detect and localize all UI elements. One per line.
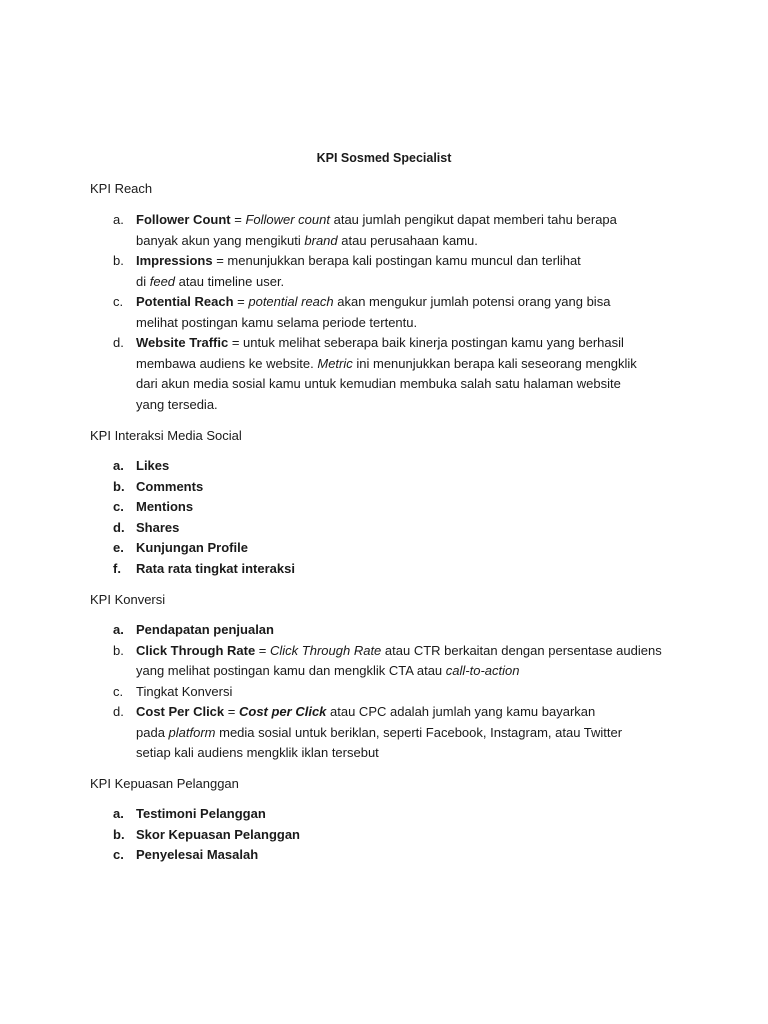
text-line: [136, 723, 690, 744]
text-run: =: [230, 212, 246, 227]
section-heading: KPI Reach: [90, 181, 153, 196]
text-run: =: [224, 704, 239, 719]
text-run: yang tersedia.: [136, 396, 218, 412]
list-marker: c.: [113, 683, 124, 699]
text-run: melihat postingan kamu selama periode tertentu.: [136, 314, 418, 330]
text-run: Rata rata tingkat interaksi: [136, 560, 295, 576]
text-line: [136, 538, 690, 559]
text-run: =: [255, 642, 271, 658]
list-marker: d.: [113, 519, 125, 535]
text-run: = menunjukkan berapa kali postingan kamu muncul dan terlihat: [212, 253, 581, 268]
list-item: [90, 538, 690, 559]
list-item: [90, 333, 690, 415]
text-line: [136, 661, 690, 682]
list-marker: b.: [113, 642, 124, 658]
text-run: akan mengukur jumlah potensi orang yang bisa: [333, 294, 611, 309]
text-run: potential reach: [248, 294, 334, 309]
list-item: [90, 251, 690, 292]
text-run: atau CTR berkaitan dengan persentase audiens: [381, 642, 662, 658]
text-run: atau jumlah pengikut dapat memberi tahu berapa: [329, 212, 617, 227]
text-line: [136, 210, 690, 231]
text-run: Penyelesai Masalah: [136, 847, 259, 862]
text-line: [136, 559, 690, 580]
text-run: Metric: [317, 355, 353, 371]
text-line: [136, 456, 690, 477]
text-line: [136, 702, 690, 723]
text-line: [136, 682, 690, 703]
text-run: Potential Reach: [136, 294, 234, 309]
section-kpi-kepuasan: [90, 774, 690, 866]
text-line: [136, 354, 690, 375]
text-run: brand: [304, 232, 338, 248]
text-run: ini menunjukkan berapa kali seseorang mengklik: [352, 355, 637, 371]
text-line: [136, 620, 690, 641]
text-line: [136, 497, 690, 518]
text-run: Tingkat Konversi: [136, 683, 233, 699]
text-run: = untuk melihat seberapa baik kinerja postingan kamu yang berhasil: [228, 335, 624, 350]
list-marker: c.: [113, 294, 124, 309]
item-list: [90, 210, 690, 415]
list-item: [90, 456, 690, 477]
text-run: Website Traffic: [136, 335, 229, 350]
list-item: [90, 210, 690, 251]
text-run: platform: [168, 724, 216, 740]
section-heading: KPI Konversi: [90, 592, 166, 607]
text-run: feed: [149, 273, 176, 289]
text-run: Impressions: [136, 253, 213, 268]
list-item: [90, 682, 690, 703]
text-line: [136, 313, 690, 334]
item-list: [90, 620, 690, 764]
text-line: [136, 374, 690, 395]
item-list: [90, 456, 690, 579]
text-line: [136, 845, 690, 866]
section-kpi-reach: [90, 179, 690, 415]
text-run: Cost Per Click: [136, 704, 225, 719]
list-marker: a.: [113, 458, 124, 473]
list-item: [90, 497, 690, 518]
list-item: [90, 825, 690, 846]
text-run: membawa audiens ke website.: [136, 355, 318, 371]
list-marker: b.: [113, 478, 125, 494]
text-run: media sosial untuk beriklan, seperti Facebook, Instagram, atau Twitter: [215, 724, 623, 740]
list-marker: a.: [113, 622, 124, 637]
list-marker: d.: [113, 335, 124, 350]
list-marker: b.: [113, 826, 125, 842]
list-item: [90, 518, 690, 539]
list-item: [90, 292, 690, 333]
text-line: [136, 477, 690, 498]
list-item: [90, 845, 690, 866]
list-marker: a.: [113, 212, 124, 227]
text-run: Follower count: [245, 212, 330, 227]
text-run: Likes: [136, 458, 170, 473]
text-line: [136, 804, 690, 825]
list-marker: c.: [113, 499, 124, 514]
text-run: atau perusahaan kamu.: [337, 232, 478, 248]
text-run: Shares: [136, 519, 180, 535]
text-run: Pendapatan penjualan: [136, 622, 274, 637]
text-run: Cost per Click: [238, 704, 327, 719]
text-run: Mentions: [136, 499, 194, 514]
text-run: Skor Kepuasan Pelanggan: [136, 826, 300, 842]
list-marker: f.: [113, 560, 121, 576]
section-heading: KPI Kepuasan Pelanggan: [90, 776, 239, 791]
text-run: Comments: [136, 478, 204, 494]
text-run: Testimoni Pelanggan: [136, 806, 266, 821]
list-item: [90, 620, 690, 641]
text-line: [136, 395, 690, 416]
item-list: [90, 804, 690, 866]
list-marker: a.: [113, 806, 124, 821]
text-run: banyak akun yang mengikuti: [136, 232, 305, 248]
text-line: [136, 518, 690, 539]
list-item: [90, 641, 690, 682]
list-marker: e.: [113, 540, 124, 555]
section-heading: KPI Interaksi Media Social: [90, 428, 242, 443]
text-line: [136, 231, 690, 252]
section-kpi-konversi: [90, 590, 690, 764]
text-run: Follower Count: [136, 212, 231, 227]
text-run: yang melihat postingan kamu dan mengklik CTA atau: [136, 663, 446, 678]
section-kpi-interaksi: [90, 426, 690, 579]
list-item: [90, 804, 690, 825]
text-run: Click Through Rate: [136, 642, 256, 658]
text-line: [136, 272, 690, 293]
document-title: KPI Sosmed Specialist: [316, 151, 452, 165]
text-line: [136, 333, 690, 354]
text-line: [136, 251, 690, 272]
list-item: [90, 477, 690, 498]
list-item: [90, 559, 690, 580]
list-marker: d.: [113, 704, 124, 719]
text-run: =: [233, 294, 249, 309]
text-line: [136, 743, 690, 764]
list-marker: c.: [113, 847, 124, 862]
list-marker: b.: [113, 253, 124, 268]
text-run: di: [136, 273, 150, 289]
text-run: setiap kali audiens mengklik iklan tersebut: [136, 745, 379, 760]
text-line: [136, 292, 690, 313]
text-run: Kunjungan Profile: [136, 540, 248, 555]
text-run: call-to-action: [445, 663, 520, 678]
text-line: [136, 641, 690, 662]
text-line: [136, 825, 690, 846]
text-run: atau CPC adalah jumlah yang kamu bayarkan: [326, 704, 596, 719]
list-item: [90, 702, 690, 764]
text-run: dari akun media sosial kamu untuk kemudian membuka salah satu halaman website: [136, 376, 621, 391]
text-run: Click Through Rate: [270, 642, 382, 658]
text-run: atau timeline user.: [175, 273, 285, 289]
text-run: pada: [136, 724, 169, 740]
